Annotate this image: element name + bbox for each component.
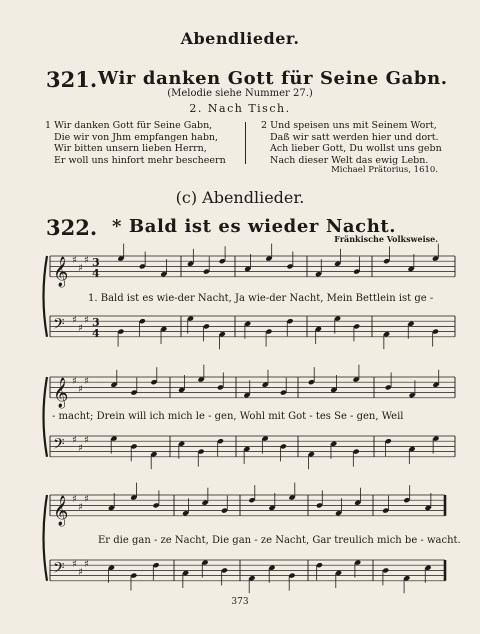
system-brace: [44, 256, 48, 337]
treble-clef-icon: 𝄞: [53, 256, 69, 287]
lyrics-line-1: 1. Bald ist es wie-der Nacht, Ja wie-der Nacht, Mein Bettlein ist ge -: [88, 293, 434, 304]
sharp-icon: ♯: [72, 315, 77, 327]
hymn-322-number: 322.: [46, 215, 98, 240]
verse-line: 2 Und speisen uns mit Seinem Wort,: [261, 120, 437, 131]
sharp-icon: ♯: [78, 443, 83, 454]
hymn-321-subtitle: 2. Nach Tisch.: [189, 102, 291, 115]
sharp-icon: ♯: [84, 435, 89, 447]
sharp-icon: ♯: [72, 435, 77, 447]
verse-line: Wir bitten unsern lieben Herrn,: [54, 143, 207, 155]
sharp-icon: ♯: [78, 502, 83, 513]
sharp-icon: ♯: [72, 494, 77, 506]
treble-clef-icon: 𝄞: [53, 495, 69, 526]
system-brace: [44, 495, 48, 581]
bass-clef-icon: 𝄢: [53, 435, 65, 457]
time-signature-icon: 4: [92, 266, 100, 280]
running-head: Abendlieder.: [180, 29, 300, 48]
verse-line: Die wir von Jhm empfangen habn,: [54, 131, 219, 143]
verse-line: Er woll uns hinfort mehr bescheern: [54, 154, 226, 166]
bass-clef-icon: 𝄢: [53, 559, 65, 581]
hymn-321-melody-reference: (Melodie siehe Nummer 27.): [167, 88, 313, 99]
time-signature-icon: 3: [92, 255, 100, 269]
time-signature-icon: 3: [92, 315, 100, 329]
page-number: 373: [231, 597, 249, 607]
sharp-icon: ♯: [78, 384, 83, 395]
sharp-icon: ♯: [84, 494, 89, 506]
hymn-321-title: Wir danken Gott für Seine Gabn.: [98, 68, 448, 89]
sharp-icon: ♯: [84, 559, 89, 571]
verse-line: Daß wir satt werden hier und dort.: [270, 131, 439, 143]
sharp-icon: ♯: [72, 376, 77, 388]
hymn-322-title: * Bald ist es wieder Nacht.: [112, 216, 397, 237]
hymn-321-attribution: Michael Prätorius, 1610.: [331, 165, 438, 175]
verse-line: 1 Wir danken Gott für Seine Gabn,: [45, 120, 213, 131]
bass-clef-icon: 𝄢: [53, 315, 65, 337]
section-heading: (c) Abendlieder.: [175, 188, 305, 207]
treble-clef-icon: 𝄞: [53, 377, 69, 408]
lyrics-line-3: Er die gan - ze Nacht, Die gan - ze Nacht, Gar treulich mich be - wacht.: [98, 535, 461, 546]
verse-line: Nach dieser Welt das ewig Lebn.: [270, 154, 429, 166]
sharp-icon: ♯: [78, 263, 83, 274]
sharp-icon: ♯: [84, 255, 89, 267]
sharp-icon: ♯: [78, 567, 83, 578]
hymn-322-attribution: Fränkische Volksweise.: [334, 234, 438, 244]
system-brace: [44, 377, 48, 457]
sharp-icon: ♯: [72, 255, 77, 267]
lyrics-line-2: - macht; Drein will ich mich le - gen, Wohl mit Got - tes Se - gen, Weil: [52, 411, 404, 422]
sharp-icon: ♯: [84, 315, 89, 327]
hymn-321-number: 321.: [46, 67, 98, 92]
sharp-icon: ♯: [78, 323, 83, 334]
time-signature-icon: 4: [92, 326, 100, 340]
sharp-icon: ♯: [84, 376, 89, 388]
verse-line: Ach lieber Gott, Du wollst uns gebn: [270, 143, 442, 155]
sharp-icon: ♯: [72, 559, 77, 571]
